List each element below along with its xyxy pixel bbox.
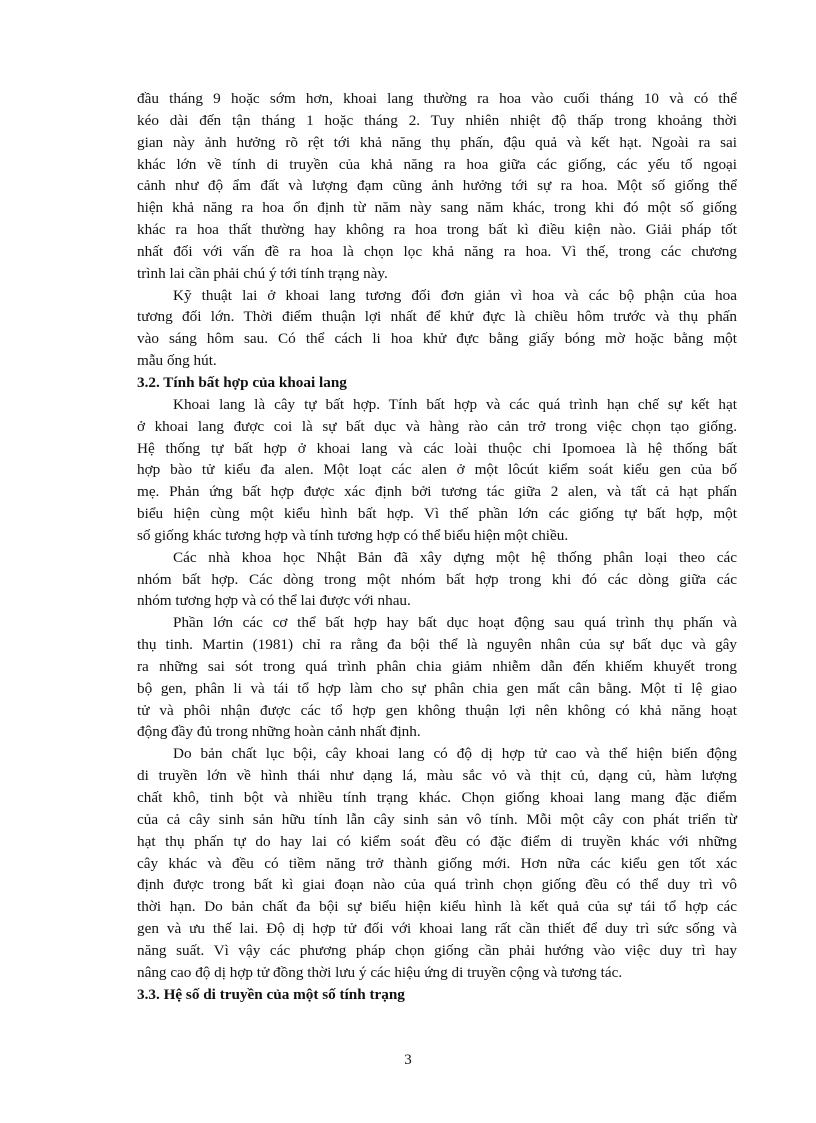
text-line: nhóm bất hợp. Các dòng trong một nhóm bất hợp trong khi đó các dòng giữa các [137, 570, 737, 588]
text-line: tử và phôi nhận được các tổ hợp gen không thuận lợi nên không có khả năng hoạt [137, 701, 737, 719]
text-line: Khoai lang là cây tự bất hợp. Tính bất hợp và các quá trình hạn chế sự kết hạt [173, 395, 737, 413]
text-line: nâng cao độ dị hợp tử đồng thời lưu ý các hiệu ứng di truyền cộng và tương tác. [137, 963, 623, 981]
text-line: chất khô, tinh bột và nhiều tính trạng khác. Chọn giống khoai lang mang đặc điểm [137, 789, 737, 806]
text-line: mẹ. Phản ứng bất hợp được xác định bởi tương tác giữa 2 alen, và tất cả hạt phấn [137, 483, 737, 501]
text-line: trình lai cần phải chú ý tới tính trạng này. [137, 264, 388, 282]
text-line: nhóm tương hợp và có thể lai được với nhau. [137, 592, 411, 610]
text-line: hạt thụ phấn tự do hay lai có kiểm soát đều có đặc điểm di truyền khác với những [137, 832, 737, 850]
text-line: cảnh như độ ẩm đất và lượng đạm cũng ảnh hưởng tới sự ra hoa. Một số giống thể [137, 177, 737, 195]
text-line: Kỹ thuật lai ở khoai lang tương đối đơn giản vì hoa và các bộ phận của hoa [173, 286, 737, 304]
text-line: kéo dài đến tận tháng 1 hoặc tháng 2. Tuy nhiên nhiệt độ thấp trong khoảng thời [137, 111, 737, 129]
text-line: mẫu ống hút. [137, 352, 217, 370]
text-line: số giống khác tương hợp và tính tương hợp có thể biểu hiện một chiều. [137, 526, 569, 544]
text-line: gian này ảnh hưởng rõ rệt tới khả năng thụ phấn, đậu quả và kết hạt. Ngoài ra sai [137, 133, 737, 151]
text-line: đầu tháng 9 hoặc sớm hơn, khoai lang thường ra hoa vào cuối tháng 10 và có thể [137, 90, 737, 107]
text-line: định được trong bất kì giai đoạn nào của quá trình chọn giống đều có thể duy trì vô [137, 876, 737, 894]
text-line: hợp bào tử kiểu đa alen. Một loạt các alen ở một lôcút kiểm soát kiểu gen của bố [137, 461, 737, 479]
text-line: năng suất. Vì vậy các phương pháp chọn giống cần phải hướng vào việc duy trì hay [137, 941, 737, 959]
page-number: 3 [404, 1052, 412, 1068]
section-heading: 3.3. Hệ số di truyền của một số tính trạng [137, 985, 405, 1003]
text-line: tương đối lớn. Thời điểm thuận lợi nhất để khử đực là chiều hôm trước và thụ phấn [137, 308, 737, 326]
text-line: cây khác và đều có tiềm năng trở thành giống mới. Hơn nữa các kiểu gen tốt xác [137, 854, 737, 872]
text-line: ra những sai sót trong quá trình phân chia giảm nhiễm dẫn đến khiếm khuyết trong [137, 657, 737, 675]
text-line: khác ra hoa thất thường hay không ra hoa trong bất kì điều kiện nào. Giải pháp tốt [137, 221, 737, 239]
text-line: bộ gen, phân li và tái tổ hợp làm cho sự phân chia gen mất cân bằng. Một tỉ lệ giao [137, 679, 737, 697]
text-line: của cả cây sinh sản hữu tính lẫn cây sinh sản vô tính. Mỗi một cây con phát triển từ [137, 810, 737, 828]
text-line: Các nhà khoa học Nhật Bản đã xây dựng một hệ thống phân loại theo các [173, 548, 737, 566]
text-line: thời hạn. Do bản chất đa bội sự biểu hiện kiểu hình là kết quả của sự tái tổ hợp các [137, 898, 737, 916]
text-line: ở khoai lang được coi là sự bất dục và hàng rào cản trở trong việc chọn tạo giống. [137, 417, 737, 435]
section-heading: 3.2. Tính bất hợp của khoai lang [137, 373, 347, 391]
text-line: khác lớn về tính di truyền của khả năng ra hoa giữa các giống, các yếu tố ngoại [137, 155, 737, 173]
text-line: gen và ưu thế lai. Độ dị hợp tử đối với khoai lang rất cần thiết để duy trì sức sống và [137, 920, 737, 938]
text-line: động đầy đủ trong những hoàn cảnh nhất định. [137, 723, 421, 741]
text-line: nhất đối với vấn đề ra hoa là chọn lọc khả năng ra hoa. Vì thế, trong các chương [137, 242, 737, 260]
text-line: biểu hiện cùng một kiểu hình bất hợp. Vì thế phần lớn các giống tự bất hợp, một [137, 505, 737, 523]
text-line: hiện khả năng ra hoa ổn định từ năm này sang năm khác, trong khi đó một số giống [137, 199, 737, 217]
text-line: di truyền lớn về hình thái như dạng lá, màu sắc vỏ và thịt củ, dạng củ, hàm lượng [137, 767, 737, 785]
text-line: vào sáng hôm sau. Có thể cách li hoa khử đực bằng giấy bóng mờ hoặc bằng một [137, 330, 737, 348]
text-line: Hệ thống tự bất hợp ở khoai lang và các loài thuộc chi Ipomoea là hệ thống bất [137, 439, 737, 457]
text-line: Phần lớn các cơ thể bất hợp hay bất dục hoạt động sau quá trình thụ phấn và [173, 614, 737, 632]
text-line: Do bản chất lục bội, cây khoai lang có độ dị hợp tử cao và thể hiện biến động [173, 745, 737, 763]
document-page [137, 88, 737, 1005]
text-line: thụ tinh. Martin (1981) chỉ ra rằng đa bội thể là nguyên nhân của sự bất dục và gây [137, 636, 737, 654]
